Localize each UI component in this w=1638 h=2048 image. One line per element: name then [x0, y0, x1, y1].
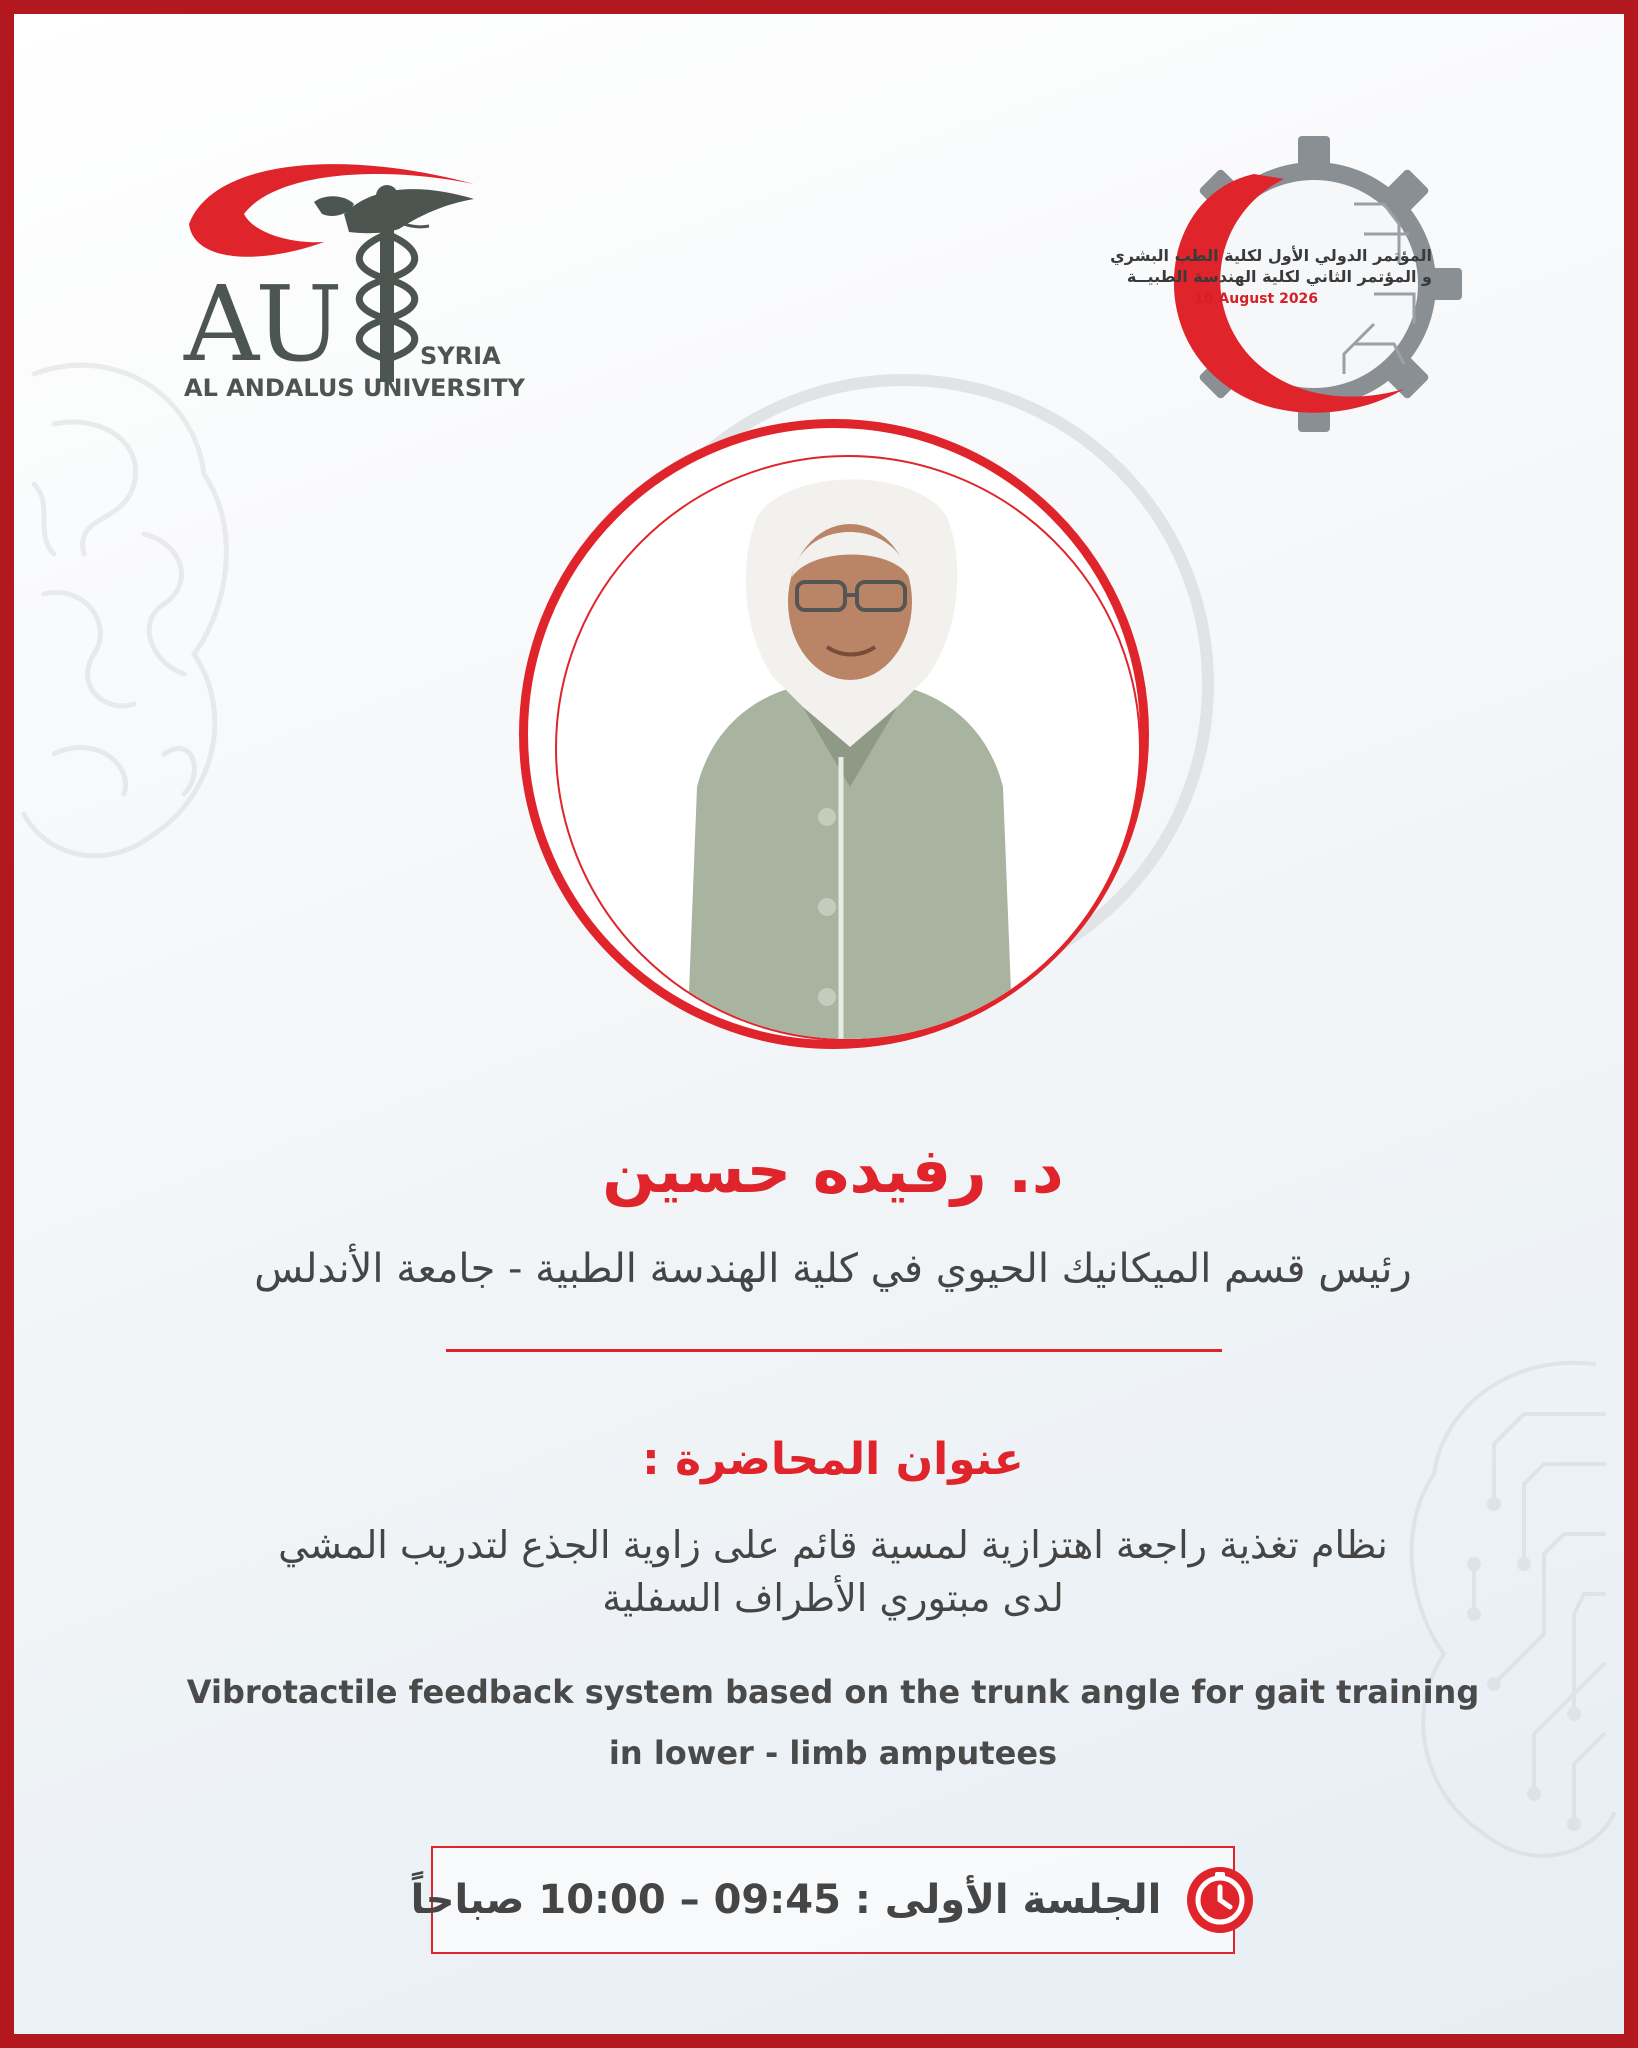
session-time-text: الجلسة الأولى : 09:45 – 10:00 صباحاً — [410, 1877, 1162, 1923]
conference-logo — [1104, 134, 1484, 434]
lecture-title-english — [134, 1662, 1532, 1784]
lecture-title-english-line-2: in lower - limb amputees — [608, 1733, 1058, 1772]
clock-icon — [1185, 1865, 1255, 1935]
university-logo — [184, 154, 525, 414]
conference-line-2: و المؤتمر الثاني لكلية الهندسة الطبيــة — [1126, 266, 1432, 286]
speaker-portrait-image — [557, 457, 1141, 1041]
photo-ring — [519, 419, 1149, 1049]
conference-date: 10 August 2026 — [1194, 290, 1319, 307]
university-name: AL ANDALUS UNIVERSITY — [184, 374, 525, 402]
speaker-photo-frame — [514, 414, 1194, 1074]
university-country: SYRIA — [420, 342, 501, 370]
speaker-position: رئيس قسم الميكانيك الحيوي في كلية الهندسة الطبية - جامعة الأندلس — [254, 1246, 1412, 1292]
lecture-title-arabic — [134, 1519, 1532, 1625]
lecture-title-arabic-line-1: نظام تغذية راجعة اهتزازية لمسية قائم على زاوية الجذع لتدريب المشي — [278, 1523, 1388, 1567]
conference-line-1: المؤتمر الدولي الأول لكلية الطب البشري — [1110, 246, 1432, 265]
divider — [446, 1349, 1222, 1352]
conference-title — [1110, 246, 1432, 307]
lecture-title-arabic-line-2: لدى مبتوري الأطراف السفلية — [602, 1576, 1064, 1621]
university-monogram: AU — [184, 263, 339, 385]
speaker-name: د. رفيده حسين — [602, 1134, 1064, 1207]
speaker-photo — [555, 455, 1141, 1041]
brain-outline-icon — [0, 334, 254, 894]
session-time-box — [410, 1846, 1235, 1954]
lecture-label: عنوان المحاضرة : — [642, 1434, 1024, 1485]
lecture-title-english-line-1: Vibrotactile feedback system based on the trunk angle for gait training — [186, 1673, 1480, 1711]
